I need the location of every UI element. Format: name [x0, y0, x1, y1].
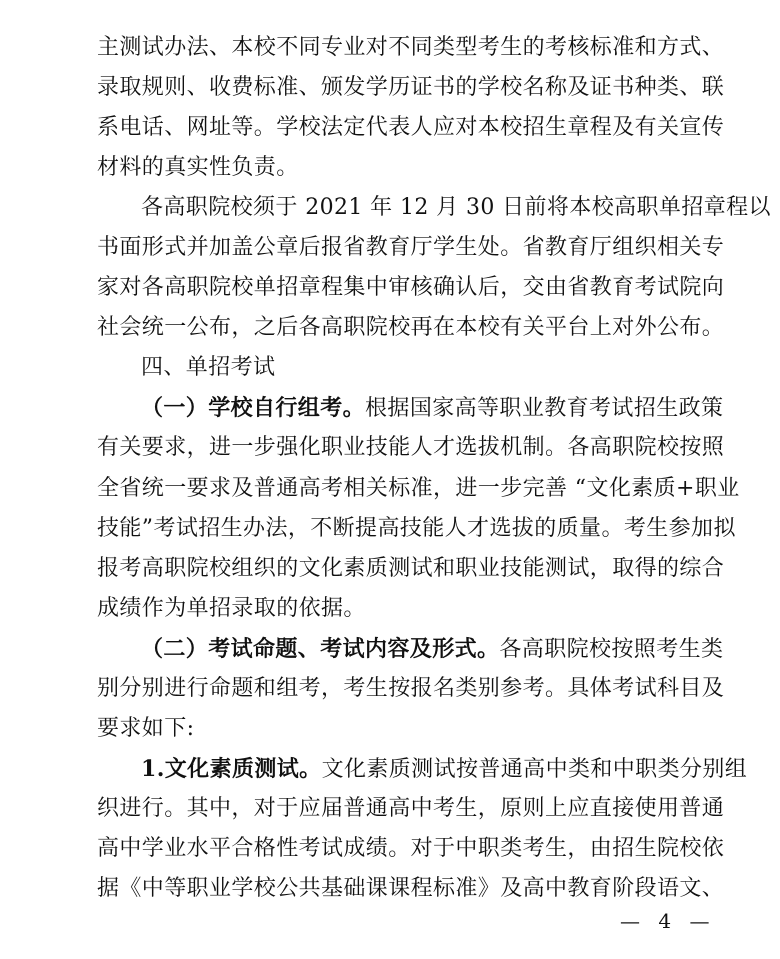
section-heading: 四、单招考试	[141, 355, 276, 380]
paragraph-line-4: 材料的真实性负责。	[97, 155, 299, 180]
subsection-title: （二）考试命题、考试内容及形式。	[141, 636, 500, 662]
paragraph-line-17: 别分别进行命题和组考，考生按报名类别参考。具体考试科目及	[97, 676, 725, 701]
paragraph-line-1: 主测试办法、本校不同专业对不同类型考生的考核标准和方式、	[97, 35, 725, 60]
subsection-title: 1.文化素质测试。	[141, 756, 322, 782]
subsection-text: 文化素质测试按普通高中类和中职类分别组	[321, 757, 748, 782]
paragraph-line-8: 社会统一公布，之后各高职院校再在本校有关平台上对外公布。	[97, 315, 725, 340]
subsection-line-3	[141, 755, 747, 784]
paragraph-line-14: 报考高职院校组织的文化素质测试和职业技能测试，取得的综合	[97, 556, 725, 581]
paragraph-line-18: 要求如下:	[97, 716, 195, 741]
paragraph-line-12: 全省统一要求及普通高考相关标准，进一步完善 “文化素质+职业	[97, 476, 740, 501]
paragraph-line-6: 书面形式并加盖公章后报省教育厅学生处。省教育厅组织相关专	[97, 235, 725, 260]
subsection-title: （一）学校自行组考。	[141, 395, 366, 421]
paragraph-line-15: 成绩作为单招录取的依据。	[97, 596, 366, 621]
subsection-line-2	[141, 635, 723, 664]
paragraph-line-13: 技能”考试招生办法，不断提高技能人才选拔的质量。考生参加拟	[97, 516, 736, 541]
subsection-line-1	[141, 394, 723, 423]
paragraph-line-5: 各高职院校须于 2021 年 12 月 30 日前将本校高职单招章程以	[141, 195, 771, 220]
paragraph-line-2: 录取规则、收费标准、颁发学历证书的学校名称及证书种类、联	[97, 75, 725, 100]
paragraph-line-7: 家对各高职院校单招章程集中审核确认后，交由省教育考试院向	[97, 275, 725, 300]
paragraph-line-20: 织进行。其中，对于应届普通高中考生，原则上应直接使用普通	[97, 796, 725, 821]
paragraph-line-22: 据《中等职业学校公共基础课课程标准》及高中教育阶段语文、	[97, 876, 725, 901]
paragraph-line-11: 有关要求，进一步强化职业技能人才选拔机制。各高职院校按照	[97, 435, 725, 460]
paragraph-line-3: 系电话、网址等。学校法定代表人应对本校招生章程及有关宣传	[97, 115, 725, 140]
page-number: — 4 —	[620, 909, 716, 933]
paragraph-line-21: 高中学业水平合格性考试成绩。对于中职类考生，由招生院校依	[97, 836, 725, 861]
subsection-text: 各高职院校按照考生类	[499, 637, 724, 662]
subsection-text: 根据国家高等职业教育考试招生政策	[365, 396, 724, 421]
